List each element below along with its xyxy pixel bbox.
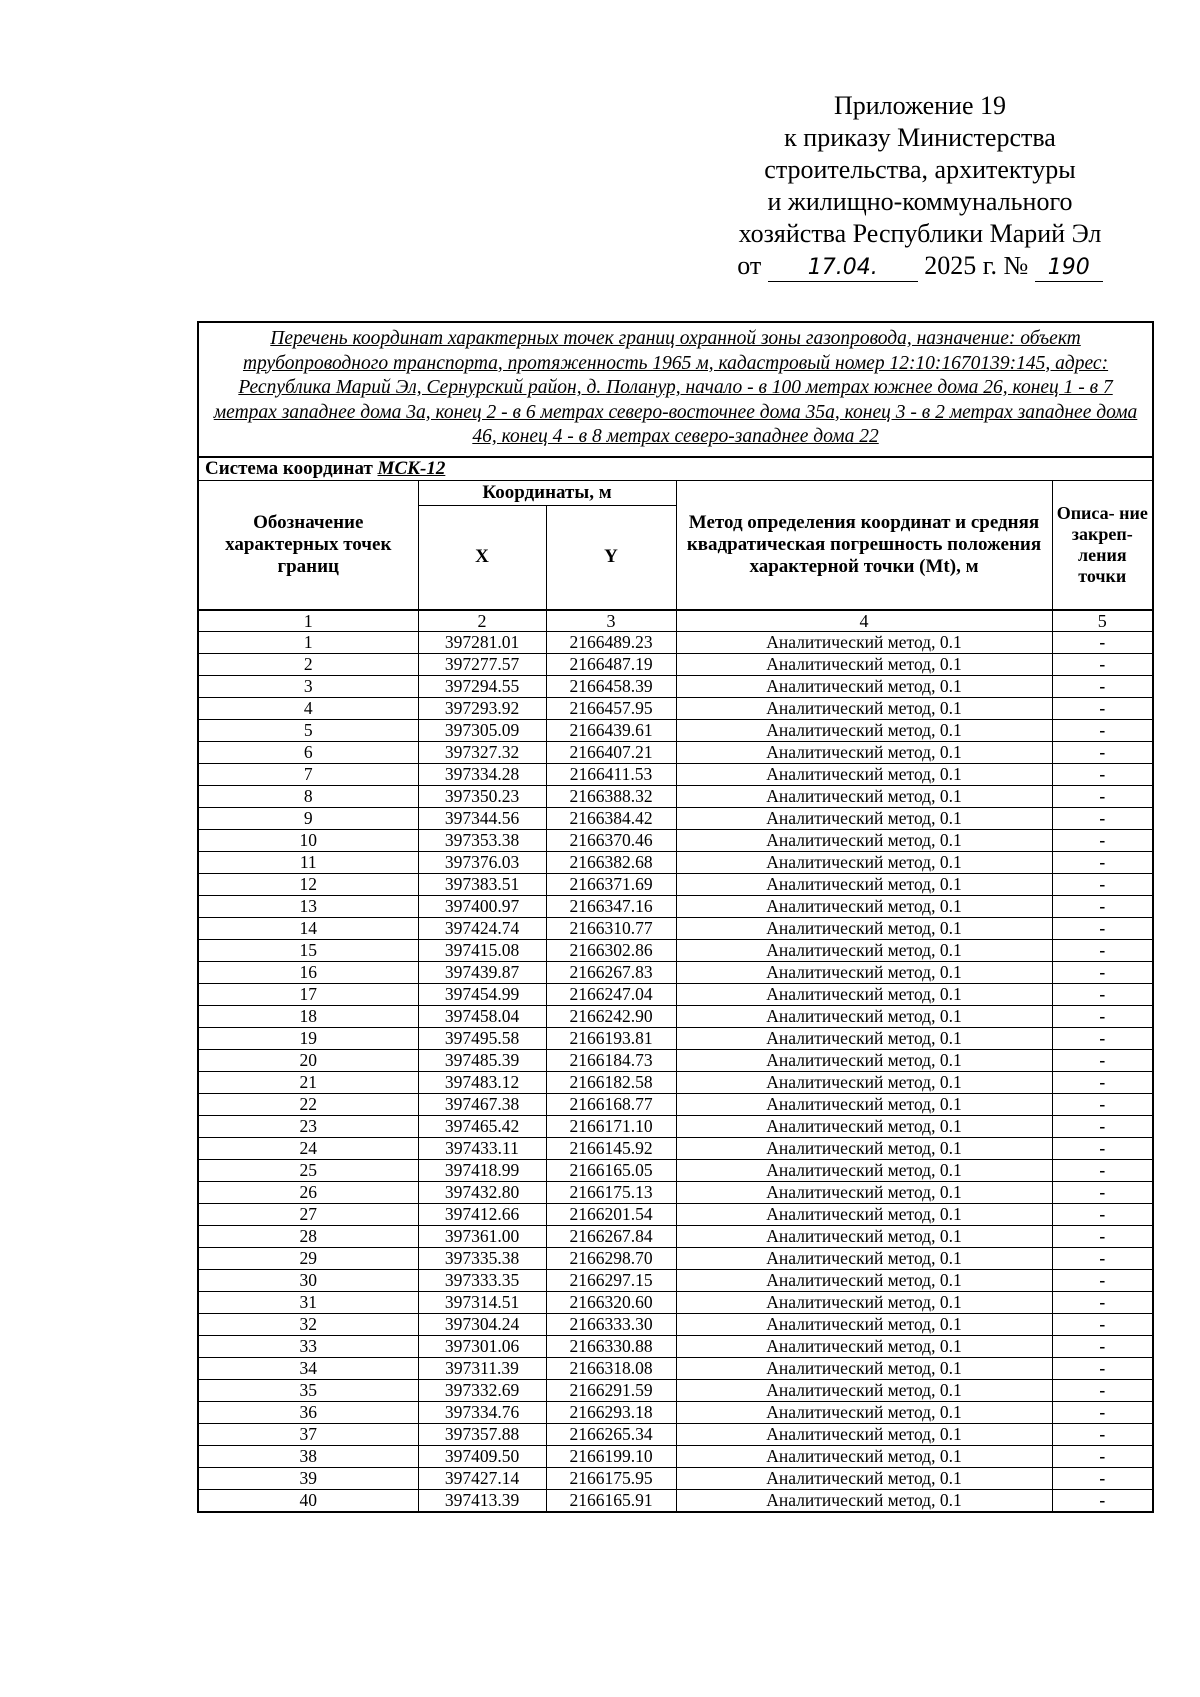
- y-coordinate-cell: 2166347.16: [546, 896, 676, 918]
- method-cell: Аналитический метод, 0.1: [676, 1380, 1052, 1402]
- method-cell: Аналитический метод, 0.1: [676, 720, 1052, 742]
- method-cell: Аналитический метод, 0.1: [676, 1138, 1052, 1160]
- table-row: [198, 1336, 1153, 1358]
- fixation-description-cell: -: [1052, 698, 1153, 720]
- x-coordinate-cell: 397439.87: [418, 962, 546, 984]
- y-coordinate-cell: 2166267.83: [546, 962, 676, 984]
- method-cell: Аналитический метод, 0.1: [676, 676, 1052, 698]
- fixation-description-cell: -: [1052, 918, 1153, 940]
- y-coordinate-cell: 2166439.61: [546, 720, 676, 742]
- method-cell: Аналитический метод, 0.1: [676, 1006, 1052, 1028]
- x-coordinate-cell: 397485.39: [418, 1050, 546, 1072]
- point-number-cell: 22: [198, 1094, 418, 1116]
- method-cell: Аналитический метод, 0.1: [676, 654, 1052, 676]
- x-coordinate-cell: 397314.51: [418, 1292, 546, 1314]
- x-coordinate-cell: 397334.76: [418, 1402, 546, 1424]
- point-number-cell: 33: [198, 1336, 418, 1358]
- appendix-title: Приложение 19: [833, 91, 1007, 120]
- table-row: [198, 1072, 1153, 1094]
- point-number-cell: 36: [198, 1402, 418, 1424]
- y-coordinate-cell: 2166165.91: [546, 1490, 676, 1513]
- x-coordinate-cell: 397400.97: [418, 896, 546, 918]
- point-number-cell: 24: [198, 1138, 418, 1160]
- point-number-cell: 39: [198, 1468, 418, 1490]
- point-number-cell: 10: [198, 830, 418, 852]
- y-coordinate-cell: 2166320.60: [546, 1292, 676, 1314]
- fixation-description-cell: -: [1052, 896, 1153, 918]
- point-number-cell: 32: [198, 1314, 418, 1336]
- method-cell: Аналитический метод, 0.1: [676, 1248, 1052, 1270]
- method-cell: Аналитический метод, 0.1: [676, 1182, 1052, 1204]
- method-cell: Аналитический метод, 0.1: [676, 1490, 1052, 1513]
- fixation-description-cell: -: [1052, 1380, 1153, 1402]
- y-coordinate-cell: 2166371.69: [546, 874, 676, 896]
- x-coordinate-cell: 397281.01: [418, 632, 546, 654]
- year-label: 2025 г. №: [924, 251, 1029, 280]
- y-coordinate-cell: 2166297.15: [546, 1270, 676, 1292]
- y-coordinate-cell: 2166267.84: [546, 1226, 676, 1248]
- point-number-cell: 37: [198, 1424, 418, 1446]
- point-number-cell: 18: [198, 1006, 418, 1028]
- header-y: Y: [546, 505, 676, 610]
- fixation-description-cell: -: [1052, 676, 1153, 698]
- table-row: [198, 1006, 1153, 1028]
- y-coordinate-cell: 2166457.95: [546, 698, 676, 720]
- point-number-cell: 35: [198, 1380, 418, 1402]
- table-row: [198, 1094, 1153, 1116]
- table-row: [198, 1270, 1153, 1292]
- x-coordinate-cell: 397465.42: [418, 1116, 546, 1138]
- point-number-cell: 9: [198, 808, 418, 830]
- point-number-cell: 16: [198, 962, 418, 984]
- point-number-cell: 28: [198, 1226, 418, 1248]
- method-cell: Аналитический метод, 0.1: [676, 1446, 1052, 1468]
- x-coordinate-cell: 397294.55: [418, 676, 546, 698]
- method-cell: Аналитический метод, 0.1: [676, 984, 1052, 1006]
- fixation-description-cell: -: [1052, 632, 1153, 654]
- coordinate-system-label: Система координат: [205, 457, 373, 479]
- fixation-description-cell: -: [1052, 720, 1153, 742]
- table-row: [198, 1226, 1153, 1248]
- method-cell: Аналитический метод, 0.1: [676, 1314, 1052, 1336]
- column-number: 5: [1052, 610, 1153, 632]
- x-coordinate-cell: 397327.32: [418, 742, 546, 764]
- table-row: [198, 654, 1153, 676]
- table-row: [198, 1138, 1153, 1160]
- x-coordinate-cell: 397483.12: [418, 1072, 546, 1094]
- table-row: [198, 1468, 1153, 1490]
- method-cell: Аналитический метод, 0.1: [676, 808, 1052, 830]
- method-cell: Аналитический метод, 0.1: [676, 1468, 1052, 1490]
- y-coordinate-cell: 2166382.68: [546, 852, 676, 874]
- table-row: [198, 1182, 1153, 1204]
- fixation-description-cell: -: [1052, 1292, 1153, 1314]
- x-coordinate-cell: 397350.23: [418, 786, 546, 808]
- header-designation: Обозначение характерных точек границ: [198, 480, 418, 610]
- y-coordinate-cell: 2166175.13: [546, 1182, 676, 1204]
- x-coordinate-cell: 397412.66: [418, 1204, 546, 1226]
- point-number-cell: 34: [198, 1358, 418, 1380]
- appendix-header: [700, 90, 1140, 282]
- y-coordinate-cell: 2166145.92: [546, 1138, 676, 1160]
- point-number-cell: 6: [198, 742, 418, 764]
- table-row: [198, 940, 1153, 962]
- method-cell: Аналитический метод, 0.1: [676, 852, 1052, 874]
- coordinate-system-row: [198, 457, 1153, 481]
- point-number-cell: 2: [198, 654, 418, 676]
- method-cell: Аналитический метод, 0.1: [676, 1072, 1052, 1094]
- fixation-description-cell: -: [1052, 962, 1153, 984]
- method-cell: Аналитический метод, 0.1: [676, 742, 1052, 764]
- y-coordinate-cell: 2166370.46: [546, 830, 676, 852]
- point-number-cell: 12: [198, 874, 418, 896]
- point-number-cell: 11: [198, 852, 418, 874]
- y-coordinate-cell: 2166318.08: [546, 1358, 676, 1380]
- fixation-description-cell: -: [1052, 1314, 1153, 1336]
- y-coordinate-cell: 2166298.70: [546, 1248, 676, 1270]
- from-label: от: [737, 251, 762, 280]
- table-row: [198, 852, 1153, 874]
- x-coordinate-cell: 397277.57: [418, 654, 546, 676]
- point-number-cell: 7: [198, 764, 418, 786]
- x-coordinate-cell: 397427.14: [418, 1468, 546, 1490]
- point-number-cell: 20: [198, 1050, 418, 1072]
- y-coordinate-cell: 2166489.23: [546, 632, 676, 654]
- fixation-description-cell: -: [1052, 1270, 1153, 1292]
- table-row: [198, 1050, 1153, 1072]
- method-cell: Аналитический метод, 0.1: [676, 764, 1052, 786]
- method-cell: Аналитический метод, 0.1: [676, 632, 1052, 654]
- fixation-description-cell: -: [1052, 1468, 1153, 1490]
- table-row: [198, 786, 1153, 808]
- fixation-description-cell: -: [1052, 1226, 1153, 1248]
- table-row: [198, 698, 1153, 720]
- y-coordinate-cell: 2166302.86: [546, 940, 676, 962]
- point-number-cell: 19: [198, 1028, 418, 1050]
- table-row: [198, 1028, 1153, 1050]
- fixation-description-cell: -: [1052, 1028, 1153, 1050]
- y-coordinate-cell: 2166384.42: [546, 808, 676, 830]
- y-coordinate-cell: 2166247.04: [546, 984, 676, 1006]
- column-number: 2: [418, 610, 546, 632]
- y-coordinate-cell: 2166175.95: [546, 1468, 676, 1490]
- method-cell: Аналитический метод, 0.1: [676, 918, 1052, 940]
- x-coordinate-cell: 397418.99: [418, 1160, 546, 1182]
- point-number-cell: 27: [198, 1204, 418, 1226]
- table-row: [198, 1248, 1153, 1270]
- fixation-description-cell: -: [1052, 852, 1153, 874]
- fixation-description-cell: -: [1052, 1072, 1153, 1094]
- fixation-description-cell: -: [1052, 1204, 1153, 1226]
- table-row: [198, 1292, 1153, 1314]
- table-row: [198, 1490, 1153, 1513]
- method-cell: Аналитический метод, 0.1: [676, 1050, 1052, 1072]
- method-cell: Аналитический метод, 0.1: [676, 830, 1052, 852]
- point-number-cell: 30: [198, 1270, 418, 1292]
- x-coordinate-cell: 397454.99: [418, 984, 546, 1006]
- x-coordinate-cell: 397293.92: [418, 698, 546, 720]
- fixation-description-cell: -: [1052, 764, 1153, 786]
- method-cell: Аналитический метод, 0.1: [676, 940, 1052, 962]
- table-row: [198, 764, 1153, 786]
- method-cell: Аналитический метод, 0.1: [676, 1270, 1052, 1292]
- y-coordinate-cell: 2166184.73: [546, 1050, 676, 1072]
- fixation-description-cell: -: [1052, 984, 1153, 1006]
- point-number-cell: 40: [198, 1490, 418, 1513]
- point-number-cell: 4: [198, 698, 418, 720]
- x-coordinate-cell: 397357.88: [418, 1424, 546, 1446]
- x-coordinate-cell: 397432.80: [418, 1182, 546, 1204]
- fixation-description-cell: -: [1052, 786, 1153, 808]
- x-coordinate-cell: 397458.04: [418, 1006, 546, 1028]
- fixation-description-cell: -: [1052, 1446, 1153, 1468]
- point-number-cell: 17: [198, 984, 418, 1006]
- point-number-cell: 25: [198, 1160, 418, 1182]
- x-coordinate-cell: 397467.38: [418, 1094, 546, 1116]
- method-cell: Аналитический метод, 0.1: [676, 1402, 1052, 1424]
- ministry-line-3: хозяйства Республики Марий Эл: [738, 219, 1102, 248]
- x-coordinate-cell: 397334.28: [418, 764, 546, 786]
- table-title: Перечень координат характерных точек границ охранной зоны газопровода, назначение: объект трубопроводного транспорта, протяженность 1965 м, кадастровый номер 12:10:1670139:145, адрес: Республика Марий Эл, Сернурский район, д. Поланур, начало - в 100 метрах южнее дома 26, конец 1 - в 7 метрах западнее дома 3а, конец 2 - в 6 метрах северо-восточнее дома 35а, конец 3 - в 2 метрах западнее дома 46, конец 4 - в 8 метрах северо-западнее дома 22: [198, 322, 1153, 457]
- y-coordinate-cell: 2166291.59: [546, 1380, 676, 1402]
- fixation-description-cell: -: [1052, 1490, 1153, 1513]
- y-coordinate-cell: 2166407.21: [546, 742, 676, 764]
- table-row: [198, 874, 1153, 896]
- table-row: [198, 1358, 1153, 1380]
- table-row: [198, 720, 1153, 742]
- handwritten-date: 17.04.: [768, 255, 918, 282]
- point-number-cell: 14: [198, 918, 418, 940]
- header-coordinates: Координаты, м: [418, 480, 676, 505]
- point-number-cell: 5: [198, 720, 418, 742]
- x-coordinate-cell: 397361.00: [418, 1226, 546, 1248]
- coordinate-system-value: МСК-12: [377, 457, 446, 479]
- method-cell: Аналитический метод, 0.1: [676, 1226, 1052, 1248]
- method-cell: Аналитический метод, 0.1: [676, 1358, 1052, 1380]
- table-row: [198, 1116, 1153, 1138]
- ministry-line-2: и жилищно-коммунального: [767, 187, 1073, 216]
- y-coordinate-cell: 2166199.10: [546, 1446, 676, 1468]
- x-coordinate-cell: 397305.09: [418, 720, 546, 742]
- coordinates-table: [197, 321, 1154, 1513]
- point-number-cell: 31: [198, 1292, 418, 1314]
- table-row: [198, 632, 1153, 654]
- fixation-description-cell: -: [1052, 874, 1153, 896]
- table-row: [198, 808, 1153, 830]
- fixation-description-cell: -: [1052, 1182, 1153, 1204]
- fixation-description-cell: -: [1052, 1248, 1153, 1270]
- x-coordinate-cell: 397335.38: [418, 1248, 546, 1270]
- fixation-description-cell: -: [1052, 742, 1153, 764]
- fixation-description-cell: -: [1052, 808, 1153, 830]
- x-coordinate-cell: 397353.38: [418, 830, 546, 852]
- table-row: [198, 1160, 1153, 1182]
- x-coordinate-cell: 397383.51: [418, 874, 546, 896]
- method-cell: Аналитический метод, 0.1: [676, 1094, 1052, 1116]
- y-coordinate-cell: 2166201.54: [546, 1204, 676, 1226]
- y-coordinate-cell: 2166333.30: [546, 1314, 676, 1336]
- x-coordinate-cell: 397413.39: [418, 1490, 546, 1513]
- column-number: 1: [198, 610, 418, 632]
- y-coordinate-cell: 2166293.18: [546, 1402, 676, 1424]
- x-coordinate-cell: 397311.39: [418, 1358, 546, 1380]
- point-number-cell: 38: [198, 1446, 418, 1468]
- y-coordinate-cell: 2166265.34: [546, 1424, 676, 1446]
- y-coordinate-cell: 2166168.77: [546, 1094, 676, 1116]
- table-row: [198, 676, 1153, 698]
- fixation-description-cell: -: [1052, 1138, 1153, 1160]
- y-coordinate-cell: 2166310.77: [546, 918, 676, 940]
- table-row: [198, 742, 1153, 764]
- fixation-description-cell: -: [1052, 1160, 1153, 1182]
- point-number-cell: 21: [198, 1072, 418, 1094]
- column-number: 3: [546, 610, 676, 632]
- order-reference-line: к приказу Министерства: [784, 123, 1056, 152]
- x-coordinate-cell: 397301.06: [418, 1336, 546, 1358]
- table-row: [198, 918, 1153, 940]
- x-coordinate-cell: 397433.11: [418, 1138, 546, 1160]
- method-cell: Аналитический метод, 0.1: [676, 1292, 1052, 1314]
- table-row: [198, 1314, 1153, 1336]
- header-method: Метод определения координат и средняя квадратическая погрешность положения характерной точки (Mt), м: [676, 480, 1052, 610]
- ministry-line-1: строительства, архитектуры: [764, 155, 1076, 184]
- x-coordinate-cell: 397304.24: [418, 1314, 546, 1336]
- method-cell: Аналитический метод, 0.1: [676, 874, 1052, 896]
- y-coordinate-cell: 2166171.10: [546, 1116, 676, 1138]
- method-cell: Аналитический метод, 0.1: [676, 1424, 1052, 1446]
- point-number-cell: 8: [198, 786, 418, 808]
- fixation-description-cell: -: [1052, 1402, 1153, 1424]
- fixation-description-cell: -: [1052, 940, 1153, 962]
- method-cell: Аналитический метод, 0.1: [676, 962, 1052, 984]
- header-x: X: [418, 505, 546, 610]
- order-date-line: [700, 250, 1140, 282]
- method-cell: Аналитический метод, 0.1: [676, 1160, 1052, 1182]
- table-row: [198, 962, 1153, 984]
- fixation-description-cell: -: [1052, 654, 1153, 676]
- y-coordinate-cell: 2166487.19: [546, 654, 676, 676]
- x-coordinate-cell: 397333.35: [418, 1270, 546, 1292]
- table-row: [198, 1380, 1153, 1402]
- method-cell: Аналитический метод, 0.1: [676, 1336, 1052, 1358]
- point-number-cell: 26: [198, 1182, 418, 1204]
- x-coordinate-cell: 397409.50: [418, 1446, 546, 1468]
- y-coordinate-cell: 2166242.90: [546, 1006, 676, 1028]
- point-number-cell: 23: [198, 1116, 418, 1138]
- y-coordinate-cell: 2166411.53: [546, 764, 676, 786]
- table-row: [198, 830, 1153, 852]
- fixation-description-cell: -: [1052, 830, 1153, 852]
- table-row: [198, 1402, 1153, 1424]
- method-cell: Аналитический метод, 0.1: [676, 1116, 1052, 1138]
- fixation-description-cell: -: [1052, 1358, 1153, 1380]
- x-coordinate-cell: 397424.74: [418, 918, 546, 940]
- table-row: [198, 896, 1153, 918]
- point-number-cell: 29: [198, 1248, 418, 1270]
- fixation-description-cell: -: [1052, 1094, 1153, 1116]
- x-coordinate-cell: 397495.58: [418, 1028, 546, 1050]
- method-cell: Аналитический метод, 0.1: [676, 1028, 1052, 1050]
- y-coordinate-cell: 2166182.58: [546, 1072, 676, 1094]
- point-number-cell: 1: [198, 632, 418, 654]
- header-description: Описа- ние закреп- ления точки: [1052, 480, 1153, 610]
- x-coordinate-cell: 397332.69: [418, 1380, 546, 1402]
- x-coordinate-cell: 397344.56: [418, 808, 546, 830]
- y-coordinate-cell: 2166458.39: [546, 676, 676, 698]
- table-row: [198, 984, 1153, 1006]
- fixation-description-cell: -: [1052, 1006, 1153, 1028]
- point-number-cell: 15: [198, 940, 418, 962]
- method-cell: Аналитический метод, 0.1: [676, 786, 1052, 808]
- y-coordinate-cell: 2166165.05: [546, 1160, 676, 1182]
- column-number-row: [198, 610, 1153, 632]
- method-cell: Аналитический метод, 0.1: [676, 1204, 1052, 1226]
- fixation-description-cell: -: [1052, 1336, 1153, 1358]
- y-coordinate-cell: 2166388.32: [546, 786, 676, 808]
- y-coordinate-cell: 2166193.81: [546, 1028, 676, 1050]
- fixation-description-cell: -: [1052, 1050, 1153, 1072]
- method-cell: Аналитический метод, 0.1: [676, 896, 1052, 918]
- column-number: 4: [676, 610, 1052, 632]
- point-number-cell: 13: [198, 896, 418, 918]
- fixation-description-cell: -: [1052, 1116, 1153, 1138]
- method-cell: Аналитический метод, 0.1: [676, 698, 1052, 720]
- x-coordinate-cell: 397376.03: [418, 852, 546, 874]
- handwritten-order-number: 190: [1035, 255, 1103, 282]
- table-row: [198, 1204, 1153, 1226]
- table-row: [198, 1446, 1153, 1468]
- table-row: [198, 1424, 1153, 1446]
- x-coordinate-cell: 397415.08: [418, 940, 546, 962]
- y-coordinate-cell: 2166330.88: [546, 1336, 676, 1358]
- fixation-description-cell: -: [1052, 1424, 1153, 1446]
- point-number-cell: 3: [198, 676, 418, 698]
